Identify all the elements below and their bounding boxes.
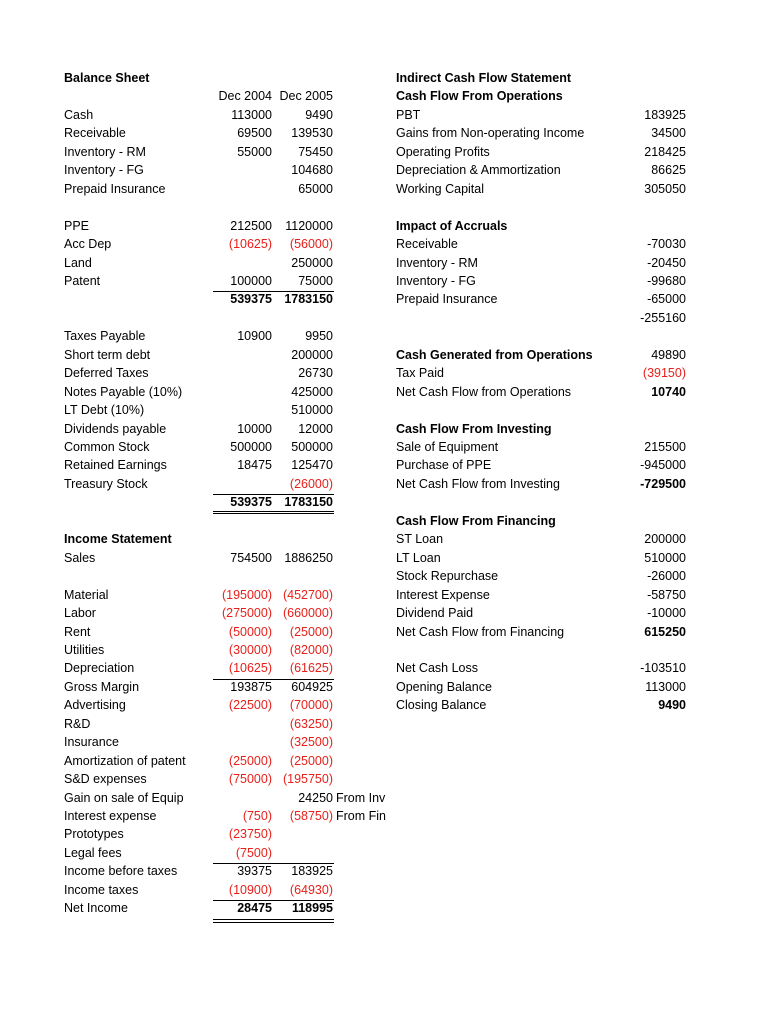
section-heading: Cash Flow From Investing (396, 421, 552, 436)
cf-value: -20450 (647, 255, 686, 270)
value-dec-2005: 183925 (291, 864, 333, 879)
cf-row-label: Inventory - RM (396, 255, 478, 270)
row-label: Utilities (64, 642, 105, 657)
value-dec-2004: 10000 (237, 421, 272, 436)
row-label: Net Income (64, 901, 128, 916)
cash-flow-title: Indirect Cash Flow Statement (396, 71, 572, 85)
cf-row-label: Receivable (396, 237, 458, 252)
cf-value: 215500 (644, 440, 686, 454)
cf-row-label: Gains from Non-operating Income (396, 126, 585, 141)
value-dec-2004: 55000 (237, 144, 272, 159)
value-dec-2005: (25000) (289, 624, 333, 639)
value-dec-2005: (25000) (289, 753, 333, 768)
cf-value: -70030 (647, 237, 686, 252)
value-dec-2004: (10900) (228, 882, 272, 897)
value-dec-2004: 100000 (230, 273, 272, 288)
cf-row-label: Sale of Equipment (396, 440, 499, 454)
row-label: Receivable (64, 126, 126, 141)
value-dec-2004: (30000) (228, 642, 272, 657)
cf-row-label: Purchase of PPE (396, 458, 492, 473)
cf-value: 9490 (658, 698, 686, 713)
cf-value: 10740 (651, 384, 686, 399)
cf-value: 183925 (644, 107, 686, 122)
value-dec-2005: 1783150 (284, 292, 333, 307)
cf-row-label: LT Loan (396, 550, 441, 565)
value-dec-2004: Dec 2004 (218, 89, 272, 104)
value-dec-2005: (58750) (289, 809, 333, 823)
cf-row-label: Interest Expense (396, 587, 490, 602)
value-dec-2005: Dec 2005 (279, 89, 333, 104)
row-label: Income taxes (64, 882, 139, 897)
cf-value: -65000 (647, 292, 686, 307)
value-dec-2004: 212500 (230, 218, 272, 233)
row-label: Gross Margin (64, 679, 140, 694)
value-dec-2004: (23750) (228, 827, 272, 842)
value-dec-2005: 75000 (298, 273, 333, 288)
row-label: Dividends payable (64, 421, 167, 436)
row-label: R&D (64, 716, 91, 731)
value-dec-2005: 250000 (291, 255, 333, 270)
cf-row-label: Net Cash Loss (396, 661, 478, 676)
value-dec-2004: 28475 (237, 901, 272, 916)
cf-row-label: Net Cash Flow from Financing (396, 624, 565, 639)
cf-value: 510000 (644, 550, 686, 565)
value-dec-2005: 1783150 (284, 495, 333, 510)
row-label: Inventory - FG (64, 163, 144, 178)
value-dec-2005: 425000 (291, 384, 333, 399)
value-dec-2004: 754500 (230, 550, 272, 565)
cf-value: -10000 (647, 606, 686, 621)
row-label: Inventory - RM (64, 144, 146, 159)
value-dec-2005: 24250 (298, 790, 333, 805)
row-label: Patent (64, 273, 101, 288)
value-dec-2005: 1120000 (285, 218, 333, 233)
cf-row-label: ST Loan (396, 532, 444, 547)
row-label: Short term debt (64, 347, 151, 362)
cf-value: 615250 (644, 624, 686, 639)
value-dec-2005: 75450 (298, 144, 333, 159)
value-dec-2005: (452700) (282, 587, 333, 602)
balance-sheet-title: Balance Sheet (64, 71, 150, 85)
value-dec-2004: (195000) (221, 587, 272, 602)
value-dec-2005: (61625) (289, 661, 333, 676)
value-dec-2005: 9950 (305, 329, 333, 344)
row-label: Gain on sale of Equip (64, 790, 184, 805)
note-text: From Inv (336, 790, 386, 805)
row-label: Labor (64, 606, 96, 621)
cf-row-label: Prepaid Insurance (396, 292, 498, 307)
value-dec-2005: (32500) (289, 735, 333, 750)
value-dec-2005: (70000) (289, 698, 333, 713)
value-dec-2004: 113000 (231, 107, 272, 122)
value-dec-2005: 118995 (291, 901, 333, 916)
cf-row-label: Working Capital (396, 181, 485, 196)
double-rule (213, 919, 334, 920)
row-label: Interest expense (64, 809, 157, 823)
double-rule (213, 922, 334, 923)
row-label: Notes Payable (10%) (64, 384, 183, 399)
value-dec-2004: 539375 (230, 292, 272, 307)
row-label: Acc Dep (64, 237, 112, 252)
value-dec-2004: (750) (242, 809, 272, 823)
value-dec-2004: (10625) (228, 661, 272, 676)
row-label: Insurance (64, 735, 119, 750)
value-dec-2005: (26000) (289, 476, 333, 491)
cf-row-label: Opening Balance (396, 679, 492, 694)
cf-row-label: Closing Balance (396, 698, 487, 713)
row-label: Rent (64, 624, 91, 639)
row-label: Retained Earnings (64, 458, 167, 473)
value-dec-2005: 26730 (298, 366, 333, 381)
row-label: Treasury Stock (64, 476, 148, 491)
cf-row-label: Dividend Paid (396, 606, 474, 621)
value-dec-2004: 539375 (230, 495, 272, 510)
row-label: Taxes Payable (64, 329, 146, 344)
cf-value: 113000 (645, 679, 686, 694)
value-dec-2004: 193875 (230, 679, 272, 694)
row-label: Deferred Taxes (64, 366, 149, 381)
cf-value: 218425 (644, 144, 686, 159)
value-dec-2005: 104680 (291, 163, 333, 178)
cf-value: (39150) (642, 366, 686, 381)
value-dec-2005: (64930) (289, 882, 333, 897)
cf-value: 86625 (651, 163, 686, 178)
row-label: Common Stock (64, 440, 150, 454)
value-dec-2005: (63250) (289, 716, 333, 731)
value-dec-2005: 604925 (291, 679, 333, 694)
cf-value: -729500 (640, 476, 686, 491)
value-dec-2005: 125470 (291, 458, 333, 473)
value-dec-2005: 500000 (291, 440, 333, 454)
cf-value: -99680 (647, 273, 686, 288)
section-heading: Impact of Accruals (396, 218, 508, 233)
cf-value: 49890 (651, 347, 686, 362)
cf-row-label: PBT (396, 107, 421, 122)
value-dec-2004: 10900 (237, 329, 272, 344)
value-dec-2005: 12000 (298, 421, 333, 436)
row-label: PPE (64, 218, 90, 233)
row-label: Prepaid Insurance (64, 181, 166, 196)
row-label: Cash (64, 107, 94, 122)
value-dec-2004: (22500) (228, 698, 272, 713)
value-dec-2004: 39375 (237, 864, 272, 879)
row-label: Material (64, 587, 109, 602)
row-label: Depreciation (64, 661, 135, 676)
value-dec-2005: 139530 (291, 126, 333, 141)
cf-row-label: Operating Profits (396, 144, 490, 159)
cf-value: -103510 (640, 661, 686, 676)
row-label: Prototypes (64, 827, 124, 842)
cf-row-label: Net Cash Flow from Investing (396, 476, 560, 491)
row-label: Amortization of patent (64, 753, 186, 768)
section-heading: Cash Flow From Operations (396, 89, 563, 104)
value-dec-2005: 1886250 (284, 550, 333, 565)
value-dec-2005: (56000) (289, 237, 333, 252)
income-statement-title: Income Statement (64, 532, 172, 547)
value-dec-2004: 69500 (237, 126, 272, 141)
value-dec-2005: 65000 (298, 181, 333, 196)
value-dec-2005: 200000 (291, 347, 333, 362)
row-label: S&D expenses (64, 772, 147, 787)
value-dec-2004: 18475 (237, 458, 272, 473)
cf-row-label: Net Cash Flow from Operations (396, 384, 572, 399)
cf-value: -255160 (640, 310, 686, 325)
cf-value: -945000 (640, 458, 686, 473)
value-dec-2004: (75000) (228, 772, 272, 787)
cf-row-label: Stock Repurchase (396, 569, 499, 584)
cf-value: 34500 (651, 126, 686, 141)
cf-row-label: Depreciation & Ammortization (396, 163, 561, 178)
cf-row-label: Cash Generated from Operations (396, 347, 593, 362)
section-heading: Cash Flow From Financing (396, 513, 556, 528)
value-dec-2005: 9490 (305, 107, 333, 122)
value-dec-2004: 500000 (230, 440, 272, 454)
value-dec-2005: 510000 (291, 403, 333, 418)
row-label: LT Debt (10%) (64, 403, 145, 418)
row-label: Legal fees (64, 845, 122, 860)
row-label: Advertising (64, 698, 126, 713)
row-label: Sales (64, 550, 96, 565)
value-dec-2004: (25000) (228, 753, 272, 768)
cf-row-label: Tax Paid (396, 366, 444, 381)
cf-value: 305050 (644, 181, 686, 196)
cf-value: 200000 (644, 532, 686, 547)
cf-row-label: Inventory - FG (396, 273, 476, 288)
cf-value: -58750 (647, 587, 686, 602)
value-dec-2005: (82000) (289, 642, 333, 657)
value-dec-2005: (660000) (282, 606, 333, 621)
note-text: From Fin (336, 809, 386, 823)
double-rule (213, 513, 334, 514)
row-label: Income before taxes (64, 864, 178, 879)
value-dec-2004: (50000) (228, 624, 272, 639)
value-dec-2004: (7500) (235, 845, 272, 860)
value-dec-2005: (195750) (282, 772, 333, 787)
value-dec-2004: (275000) (221, 606, 272, 621)
double-rule (213, 511, 334, 512)
cf-value: -26000 (647, 569, 686, 584)
row-label: Land (64, 255, 92, 270)
value-dec-2004: (10625) (228, 237, 272, 252)
